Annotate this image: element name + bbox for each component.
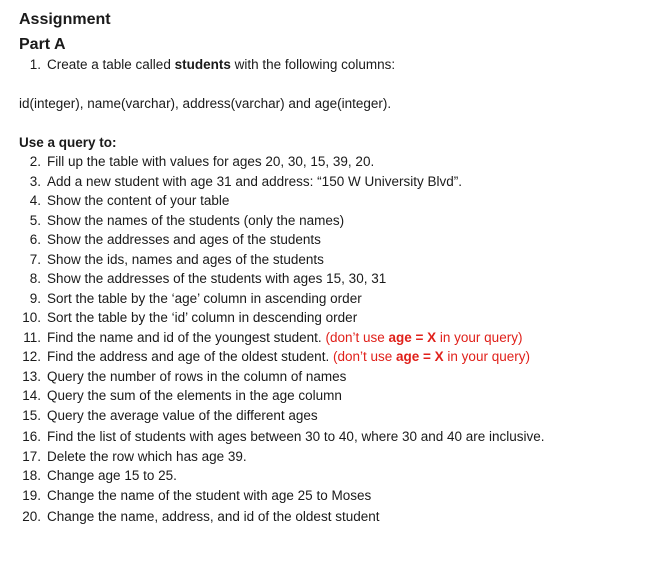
item-text: Show the addresses of the students with ages 15, 30, 31 [47,271,387,286]
warning-text: (don’t use [332,349,397,364]
item-number: 16. [22,429,41,444]
list-item [19,153,374,171]
item-number: 18. [22,468,41,483]
item-number: 14. [22,388,41,403]
item-text: Show the ids, names and ages of the students [47,252,324,267]
list-item [19,407,318,425]
item-number: 9. [29,291,41,306]
item-number: 13. [22,369,41,384]
warning-note [333,349,530,364]
list-item [19,290,362,308]
warning-note [325,330,522,345]
warning-text-end: in your query) [443,349,530,364]
list-item-1 [19,56,395,74]
list-item [19,387,342,405]
item-number: 19. [22,488,41,503]
item-number: 7. [29,252,41,267]
item-text: Change the name, address, and id of the oldest student [47,509,380,524]
list-item [19,192,229,210]
item-number: 2. [29,154,41,169]
list-item-12 [19,348,530,366]
item-number: 6. [29,232,41,247]
warning-text-end: in your query) [436,330,523,345]
item-text: Show the content of your table [47,193,230,208]
item-text: Delete the row which has age 39. [47,449,247,464]
list-item [19,251,324,269]
item-number: 10. [22,310,41,325]
document-title: Assignment [19,11,111,28]
item-text: Find the address and age of the oldest student. [47,349,330,364]
list-item [19,212,344,230]
item-number: 5. [29,213,41,228]
item-text: Query the sum of the elements in the age column [47,388,342,403]
item-text: Find the list of students with ages between 30 to 40, where 30 and 40 are inclusive. [47,429,545,444]
item-text: Sort the table by the ‘id’ column in descending order [47,310,358,325]
list-item [19,173,462,191]
item-text: Show the names of the students (only the names) [47,213,345,228]
item-text-end: with the following columns: [230,57,396,72]
list-item [19,231,321,249]
item-number: 20. [22,509,41,524]
item-number: 1. [29,57,41,72]
warning-text: (don’t use [325,330,389,345]
list-item [19,448,247,466]
list-item [19,467,177,485]
columns-description: id(integer), name(varchar), address(varchar) and age(integer). [19,96,392,111]
item-number: 12. [22,349,41,364]
list-item [19,309,357,327]
item-text: Change age 15 to 25. [47,468,177,483]
table-name: students [174,57,231,72]
item-text: Add a new student with age 31 and address: “150 W University Blvd”. [47,174,462,189]
item-number: 3. [29,174,41,189]
part-heading: Part A [19,36,66,53]
list-item [19,270,386,288]
query-heading: Use a query to: [19,135,117,150]
item-text: Show the addresses and ages of the students [47,232,321,247]
list-item-11 [19,329,522,347]
item-number: 11. [23,330,41,345]
item-text: Query the number of rows in the column of names [47,369,347,384]
item-number: 15. [22,408,41,423]
warning-code: age = X [396,349,444,364]
item-text: Create a table called [47,57,175,72]
item-text: Change the name of the student with age 25 to Moses [47,488,372,503]
item-number: 8. [29,271,41,286]
list-item [19,487,371,505]
list-item [19,508,379,526]
list-item [19,428,545,446]
item-text: Find the name and id of the youngest student. [47,330,322,345]
item-number: 17. [22,449,41,464]
item-number: 4. [29,193,41,208]
list-item [19,368,346,386]
warning-code: age = X [388,330,437,345]
item-text: Query the average value of the different ages [47,408,318,423]
item-text: Sort the table by the ‘age’ column in ascending order [47,291,362,306]
item-text: Fill up the table with values for ages 20, 30, 15, 39, 20. [47,154,375,169]
